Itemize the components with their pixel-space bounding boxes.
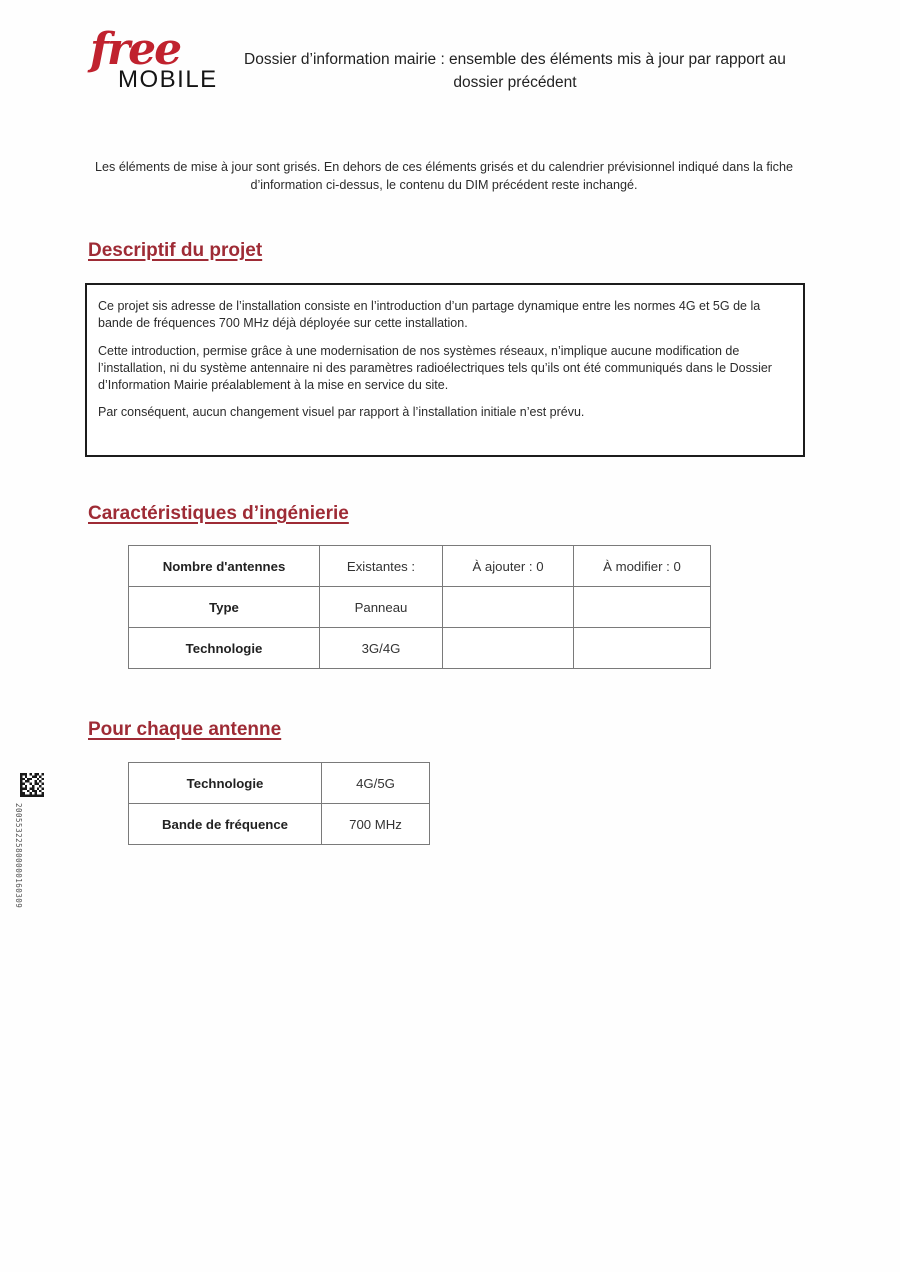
section-heading-ingenierie: Caractéristiques d’ingénierie: [88, 503, 349, 524]
row-label: Technologie: [129, 763, 322, 804]
row-label: Nombre d'antennes: [129, 546, 320, 587]
row-label: Type: [129, 587, 320, 628]
table-cell: [574, 587, 711, 628]
table-cell: 700 MHz: [322, 804, 430, 845]
row-label: Bande de fréquence: [129, 804, 322, 845]
table-cell: 4G/5G: [322, 763, 430, 804]
datamatrix-barcode-icon: [20, 772, 44, 798]
antenna-table: [128, 762, 430, 845]
free-mobile-logo: [90, 24, 240, 93]
table-cell: [574, 628, 711, 669]
section-heading-descriptif: Descriptif du projet: [88, 240, 263, 261]
document-title: Dossier d’information mairie : ensemble des éléments mis à jour par rapport au dossier précédent: [244, 51, 786, 92]
table-cell: À modifier : 0: [574, 546, 711, 587]
intro-paragraph: Les éléments de mise à jour sont grisés. En dehors de ces éléments grisés et du calendrier prévisionnel indiqué dans la fiche d’information ci-dessus, le contenu du DIM précédent reste inchangé.: [95, 160, 793, 193]
table-cell: Existantes :: [320, 546, 443, 587]
table-cell: [443, 628, 574, 669]
logo-brand-text: free: [90, 24, 181, 75]
section-heading-antenne: Pour chaque antenne: [88, 719, 282, 740]
description-paragraph: Par conséquent, aucun changement visuel par rapport à l’installation initiale n’est prévu.: [98, 405, 585, 420]
table-row: [129, 628, 711, 669]
table-row: [129, 587, 711, 628]
table-cell: À ajouter : 0: [443, 546, 574, 587]
table-row: [129, 763, 430, 804]
table-cell: 3G/4G: [320, 628, 443, 669]
row-label: Technologie: [129, 628, 320, 669]
engineering-table: [128, 545, 711, 669]
table-cell: [443, 587, 574, 628]
table-row: [129, 804, 430, 845]
table-row: [129, 546, 711, 587]
scan-reference-number: 200553225800000160309: [14, 803, 23, 909]
description-paragraph: Ce projet sis adresse de l’installation consiste en l’introduction d’un partage dynamique entre les normes 4G et 5G de la bande de fréquences 700 MHz déjà déployée sur cette installation.: [98, 299, 761, 330]
logo-sub-text: MOBILE: [118, 66, 218, 93]
project-description-box: [85, 283, 805, 457]
table-cell: Panneau: [320, 587, 443, 628]
description-paragraph: Cette introduction, permise grâce à une modernisation de nos systèmes réseaux, n’implique aucune modification de l’installation, ni du système antennaire ni des paramètres radioélectriques tels qu’ils ont été communiqués dans le Dossier d’Information Mairie préalablement à la mise en service du site.: [98, 343, 772, 392]
